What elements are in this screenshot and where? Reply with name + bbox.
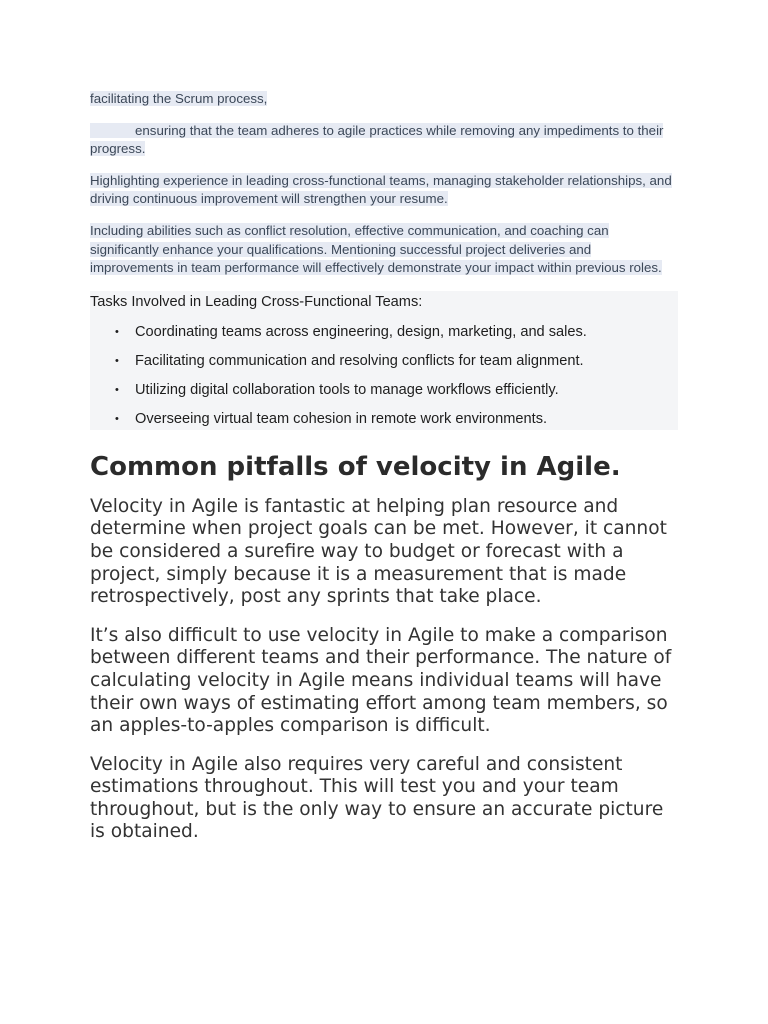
list-item (90, 352, 678, 370)
highlighted-text: Including abilities such as conflict resolution, effective communication, and coaching can significantly enhance your qualifications. Mentioning successful project deliveries and improvements in team performance will effectively demonstrate your impact within previous roles. (90, 222, 662, 276)
highlighted-paragraph-3 (90, 172, 678, 209)
list-item (90, 323, 678, 341)
highlighted-text (90, 123, 663, 157)
article-paragraph-2: It’s also difficult to use velocity in Agile to make a comparison between different teams and their performance. The nature of calculating velocity in Agile means individual teams will have their own ways of estimating effort among team members, so an apples-to-apples comparison is difficult. (90, 624, 672, 737)
bullet-icon: • (115, 383, 119, 396)
bullet-icon: • (115, 354, 119, 367)
tasks-section (90, 291, 678, 430)
list-item-text: Utilizing digital collaboration tools to manage workflows efficiently. (135, 381, 559, 398)
list-item (90, 410, 678, 428)
highlighted-text: Highlighting experience in leading cross-functional teams, managing stakeholder relationships, and driving continuous improvement will strengthen your resume. (90, 172, 672, 207)
article-paragraph-1: Velocity in Agile is fantastic at helping plan resource and determine when project goals can be met. However, it cannot be considered a surefire way to budget or forecast with a project, simply because it is a measurement that is made retrospectively, post any sprints that take place. (90, 495, 667, 608)
article-heading: Common pitfalls of velocity in Agile. (90, 451, 621, 482)
list-item (90, 381, 678, 399)
highlighted-paragraph-2 (90, 122, 678, 159)
tasks-list (90, 323, 678, 428)
highlighted-paragraph-4 (90, 222, 678, 278)
list-item-text: Coordinating teams across engineering, design, marketing, and sales. (135, 323, 587, 340)
highlighted-paragraph-1 (90, 90, 678, 109)
tasks-title: Tasks Involved in Leading Cross-Functional Teams: (90, 293, 423, 310)
article-paragraph-3: Velocity in Agile also requires very careful and consistent estimations throughout. This will test you and your team throughout, but is the only way to ensure an accurate picture is obtained. (90, 753, 664, 843)
document-page (90, 90, 678, 860)
highlighted-text-content: ensuring that the team adheres to agile practices while removing any impediments to their progress. (90, 122, 664, 157)
list-item-text: Facilitating communication and resolving conflicts for team alignment. (135, 352, 584, 369)
highlighted-text: facilitating the Scrum process, (90, 91, 268, 106)
bullet-icon: • (115, 325, 119, 338)
list-item-text: Overseeing virtual team cohesion in remote work environments. (135, 410, 548, 427)
bullet-icon: • (115, 412, 119, 425)
